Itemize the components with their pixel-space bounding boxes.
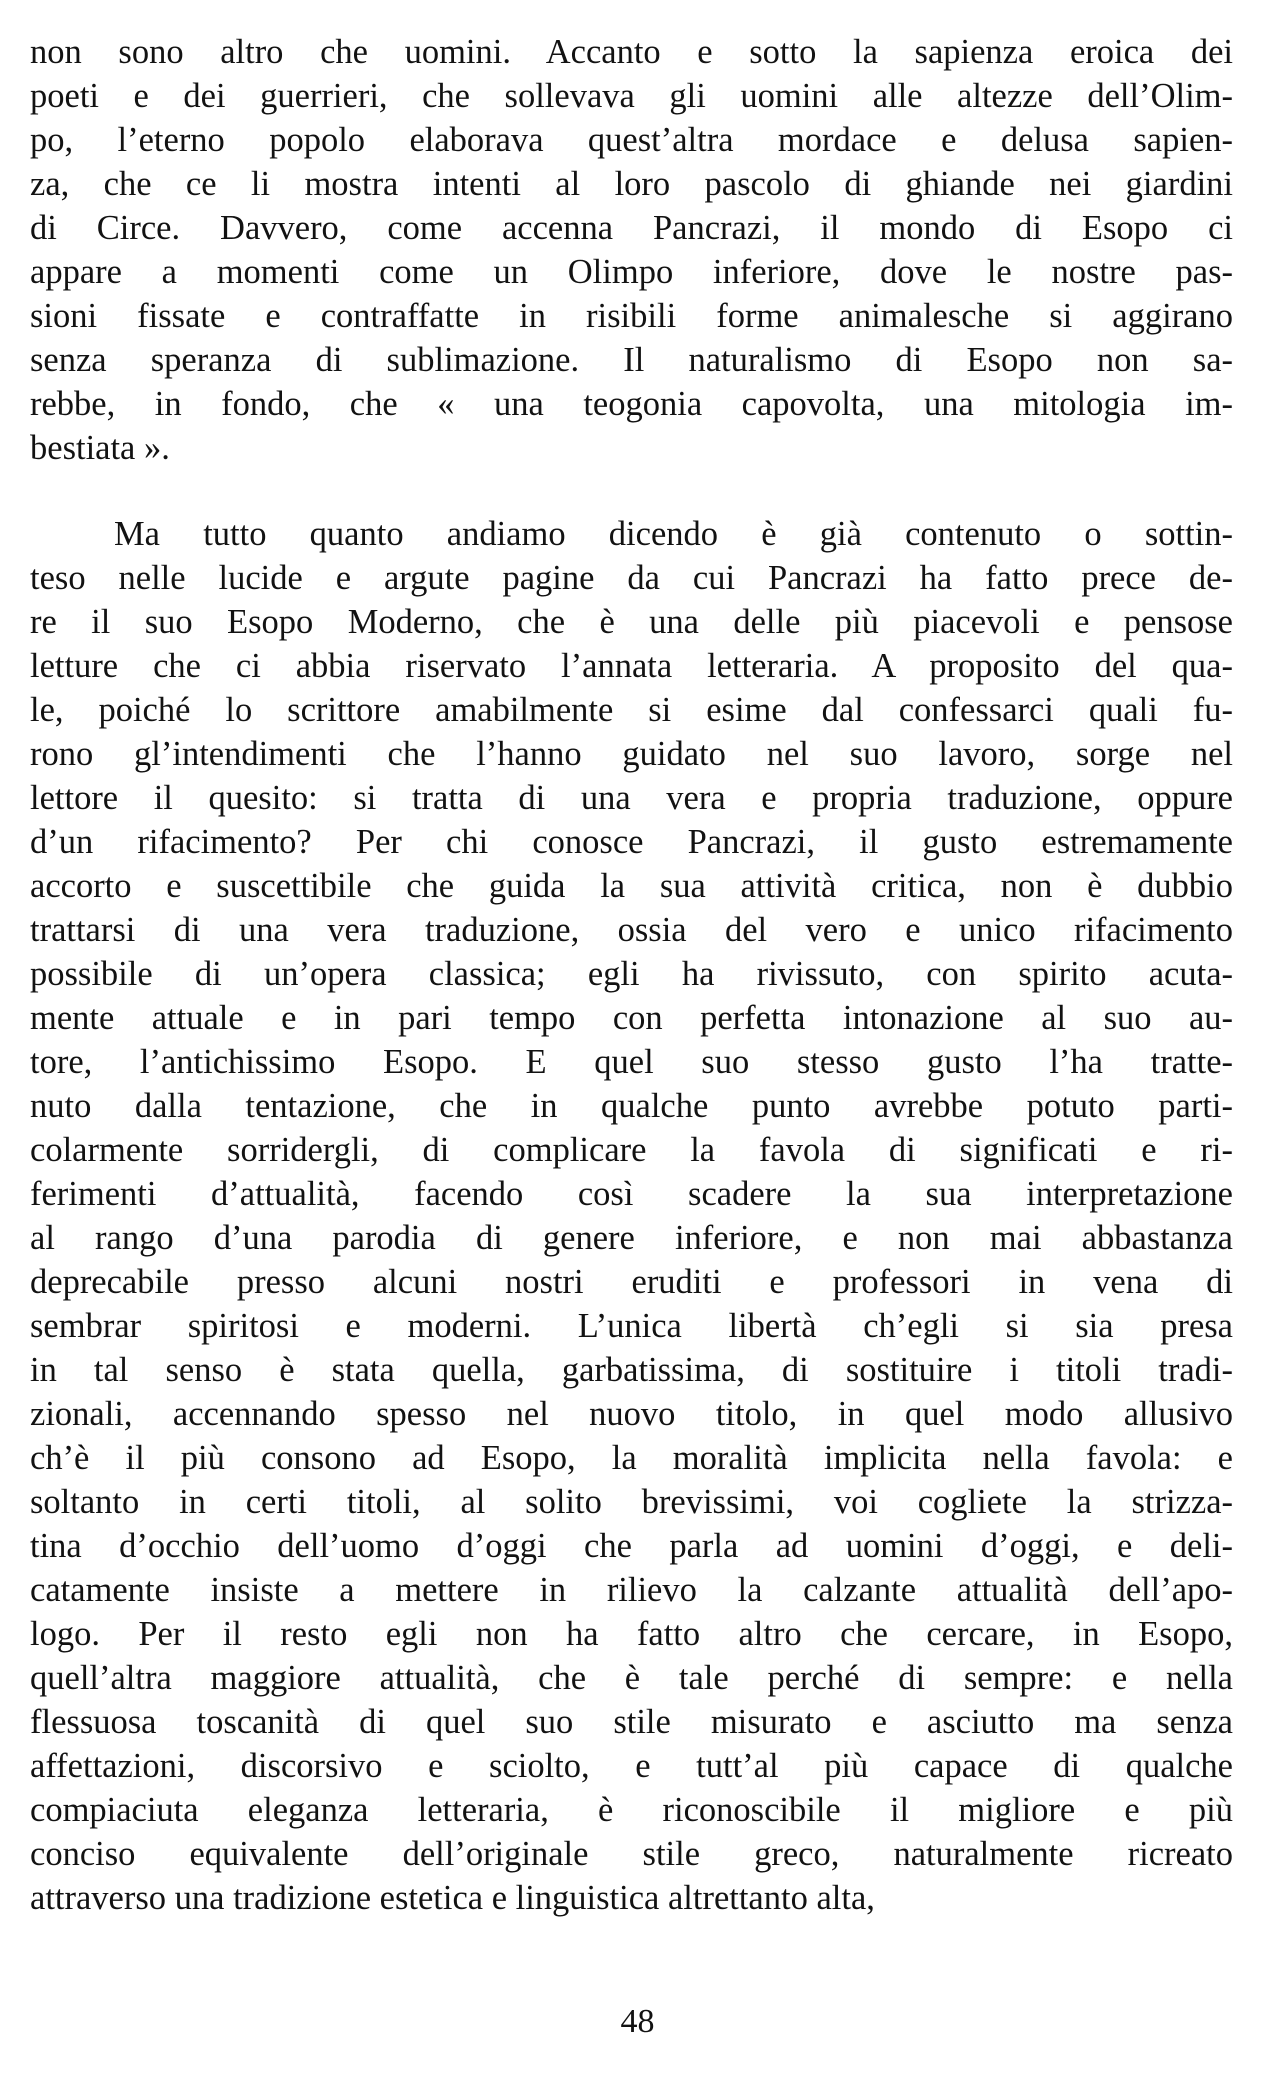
paragraph-gap <box>30 470 1233 512</box>
text-line: attraverso una tradizione estetica e linguistica altrettanto alta, <box>30 1879 875 1917</box>
text-line: rebbe, in fondo, che « una teogonia capovolta, una mitologia im- <box>30 385 1233 423</box>
text-line: accorto e suscettibile che guida la sua attività critica, non è dubbio <box>30 867 1233 905</box>
text-line: possibile di un’opera classica; egli ha rivissuto, con spirito acuta- <box>30 955 1233 993</box>
text-line: letture che ci abbia riservato l’annata letteraria. A proposito del qua- <box>30 647 1233 685</box>
paragraph-1 <box>30 30 1233 470</box>
text-line: deprecabile presso alcuni nostri eruditi e professori in vena di <box>30 1263 1233 1301</box>
text-line: sioni fissate e contraffatte in risibili forme animalesche si aggirano <box>30 297 1233 335</box>
text-line: soltanto in certi titoli, al solito brevissimi, voi cogliete la strizza- <box>30 1483 1233 1521</box>
text-line: logo. Per il resto egli non ha fatto altro che cercare, in Esopo, <box>30 1615 1233 1653</box>
text-line: nuto dalla tentazione, che in qualche punto avrebbe potuto parti- <box>30 1087 1233 1125</box>
text-line: colarmente sorridergli, di complicare la favola di significati e ri- <box>30 1131 1233 1169</box>
text-line: rono gl’intendimenti che l’hanno guidato nel suo lavoro, sorge nel <box>30 735 1233 773</box>
text-line: compiaciuta eleganza letteraria, è riconoscibile il migliore e più <box>30 1791 1233 1829</box>
text-line: poeti e dei guerrieri, che sollevava gli uomini alle altezze dell’Olim- <box>30 77 1233 115</box>
text-line: ch’è il più consono ad Esopo, la moralità implicita nella favola: e <box>30 1439 1233 1477</box>
text-line: non sono altro che uomini. Accanto e sotto la sapienza eroica dei <box>30 33 1233 71</box>
text-line: mente attuale e in pari tempo con perfetta intonazione al suo au- <box>30 999 1233 1037</box>
text-line: ferimenti d’attualità, facendo così scadere la sua interpretazione <box>30 1175 1233 1213</box>
text-line: trattarsi di una vera traduzione, ossia del vero e unico rifacimento <box>30 911 1233 949</box>
text-line: teso nelle lucide e argute pagine da cui Pancrazi ha fatto prece de- <box>30 559 1233 597</box>
text-line: tina d’occhio dell’uomo d’oggi che parla ad uomini d’oggi, e deli- <box>30 1527 1233 1565</box>
text-line: sembrar spiritosi e moderni. L’unica libertà ch’egli si sia presa <box>30 1307 1233 1345</box>
text-line: lettore il quesito: si tratta di una vera e propria traduzione, oppure <box>30 779 1233 817</box>
text-line: catamente insiste a mettere in rilievo la calzante attualità dell’apo- <box>30 1571 1233 1609</box>
text-line: tore, l’antichissimo Esopo. E quel suo stesso gusto l’ha tratte- <box>30 1043 1233 1081</box>
text-line: quell’altra maggiore attualità, che è tale perché di sempre: e nella <box>30 1659 1233 1697</box>
text-line: le, poiché lo scrittore amabilmente si esime dal confessarci quali fu- <box>30 691 1233 729</box>
text-line: za, che ce li mostra intenti al loro pascolo di ghiande nei giardini <box>30 165 1233 203</box>
text-line: po, l’eterno popolo elaborava quest’altra mordace e delusa sapien- <box>30 121 1233 159</box>
text-line: Ma tutto quanto andiamo dicendo è già contenuto o sottin- <box>114 515 1233 553</box>
text-line: conciso equivalente dell’originale stile greco, naturalmente ricreato <box>30 1835 1233 1873</box>
text-line: zionali, accennando spesso nel nuovo titolo, in quel modo allusivo <box>30 1395 1233 1433</box>
text-line: d’un rifacimento? Per chi conosce Pancrazi, il gusto estremamente <box>30 823 1233 861</box>
text-line: appare a momenti come un Olimpo inferiore, dove le nostre pas- <box>30 253 1233 291</box>
text-line: senza speranza di sublimazione. Il naturalismo di Esopo non sa- <box>30 341 1233 379</box>
text-line: in tal senso è stata quella, garbatissima, di sostituire i titoli tradi- <box>30 1351 1233 1389</box>
text-line: re il suo Esopo Moderno, che è una delle più piacevoli e pensose <box>30 603 1233 641</box>
text-line: flessuosa toscanità di quel suo stile misurato e asciutto ma senza <box>30 1703 1233 1741</box>
paragraph-2 <box>30 512 1233 1920</box>
text-line: di Circe. Davvero, come accenna Pancrazi, il mondo di Esopo ci <box>30 209 1233 247</box>
text-line: al rango d’una parodia di genere inferiore, e non mai abbastanza <box>30 1219 1233 1257</box>
text-line: bestiata ». <box>30 429 170 467</box>
page-number: 48 <box>620 2003 655 2040</box>
text-line: affettazioni, discorsivo e sciolto, e tutt’al più capace di qualche <box>30 1747 1233 1785</box>
